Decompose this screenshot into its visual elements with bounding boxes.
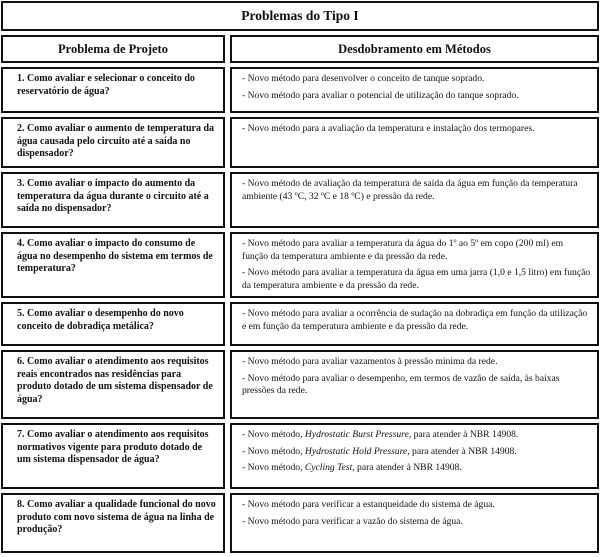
method-item (242, 90, 591, 103)
table-title: Problemas do Tipo I (241, 8, 359, 23)
method-text: - Novo método para verificar a estanqueidade do sistema de água. (242, 499, 495, 510)
method-item (242, 238, 591, 263)
methods-cell (230, 423, 599, 489)
method-text: - Novo método para avaliar o potencial de utilização do tanque soprado. (242, 89, 519, 101)
method-item (242, 516, 591, 529)
method-text: - Novo método, (242, 462, 305, 474)
problem-cell: 5. Como avaliar o desempenho do novo conceito de dobradiça metálica? (1, 302, 225, 346)
method-text-suffix: , para atender à NBR 14908. (408, 429, 519, 440)
method-text: - Novo método para avaliar a temperatura da água em uma jarra (1,0 e 1,5 litro) em função da temperatura ambiente e da pressão da rede. (242, 267, 591, 291)
method-item (242, 178, 591, 203)
problem-cell: 3. Como avaliar o impacto do aumento da temperatura da água durante o circuito até a saída no dispensador? (1, 172, 225, 228)
method-test-name: Hydrostatic Burst Pressure (304, 429, 409, 440)
method-item (242, 356, 591, 369)
method-item (242, 462, 591, 475)
problem-cell: 1. Como avaliar e selecionar o conceito do reservatório de água? (1, 67, 225, 113)
methods-cell (230, 117, 599, 168)
method-text: - Novo método de avaliação da temperatura de saída da água em função da temperatura ambiente (43 ºC, 32 ºC e 18 ºC) e pressão da rede. (242, 178, 578, 202)
problem-cell: 4. Como avaliar o impacto do consumo de água no desempenho do sistema em termos de temperatura? (1, 232, 225, 298)
method-test-name: Hydrostatic Hold Pressure (304, 445, 408, 457)
method-text: - Novo método, (242, 429, 305, 440)
method-text: - Novo método para avaliar o desempenho, em termos de vazão de saída, às baixas pressões da rede. (242, 372, 560, 397)
method-item (242, 429, 591, 442)
table-title-box (1, 1, 599, 31)
problem-cell: 7. Como avaliar o atendimento aos requisitos normativos vigente para produto dotado de um sistema dispensador de água? (1, 423, 225, 489)
method-text: - Novo método para avaliar a ocorrência de sudação na dobradiça em função da utilização e em função da temperatura ambiente e da pressão da rede. (242, 308, 588, 332)
methods-cell (230, 493, 599, 553)
method-item (242, 373, 591, 398)
problem-cell: 6. Como avaliar o atendimento aos requisitos reais encontrados nas residências para produto dotado de um sistema dispensador de água? (1, 350, 225, 419)
method-item (242, 267, 591, 292)
method-text: - Novo método para a avaliação da temperatura e instalação dos termopares. (242, 123, 535, 134)
methods-cell (230, 350, 599, 419)
method-item (242, 123, 591, 136)
method-text: - Novo método para verificar a vazão do sistema de água. (242, 515, 463, 527)
method-item (242, 446, 591, 459)
method-text: - Novo método para desenvolver o conceito de tanque soprado. (242, 73, 485, 84)
column-header-problem: Problema de Projeto (1, 35, 225, 63)
methods-cell (230, 67, 599, 113)
problem-cell: 8. Como avaliar a qualidade funcional do novo produto com novo sistema de água na linha de produção? (1, 493, 225, 553)
method-test-name: Cycling Test (304, 462, 353, 474)
methods-cell (230, 302, 599, 346)
problem-cell: 2. Como avaliar o aumento de temperatura da água causada pelo circuito até a saída no dispensador? (1, 117, 225, 168)
method-item (242, 499, 591, 512)
method-text: - Novo método para avaliar vazamentos à pressão mínima da rede. (242, 356, 498, 367)
method-text-suffix: , para atender à NBR 14908. (407, 445, 517, 457)
method-text-suffix: , para atender à NBR 14908. (352, 462, 462, 474)
method-item (242, 73, 591, 86)
methods-cell (230, 172, 599, 228)
method-text: - Novo método, (242, 445, 305, 457)
methods-cell (230, 232, 599, 298)
method-item (242, 308, 591, 333)
column-header-methods: Desdobramento em Métodos (230, 35, 599, 63)
method-text: - Novo método para avaliar a temperatura da água do 1º ao 5º em copo (200 ml) em função da temperatura ambiente e da pressão da rede. (242, 238, 564, 262)
